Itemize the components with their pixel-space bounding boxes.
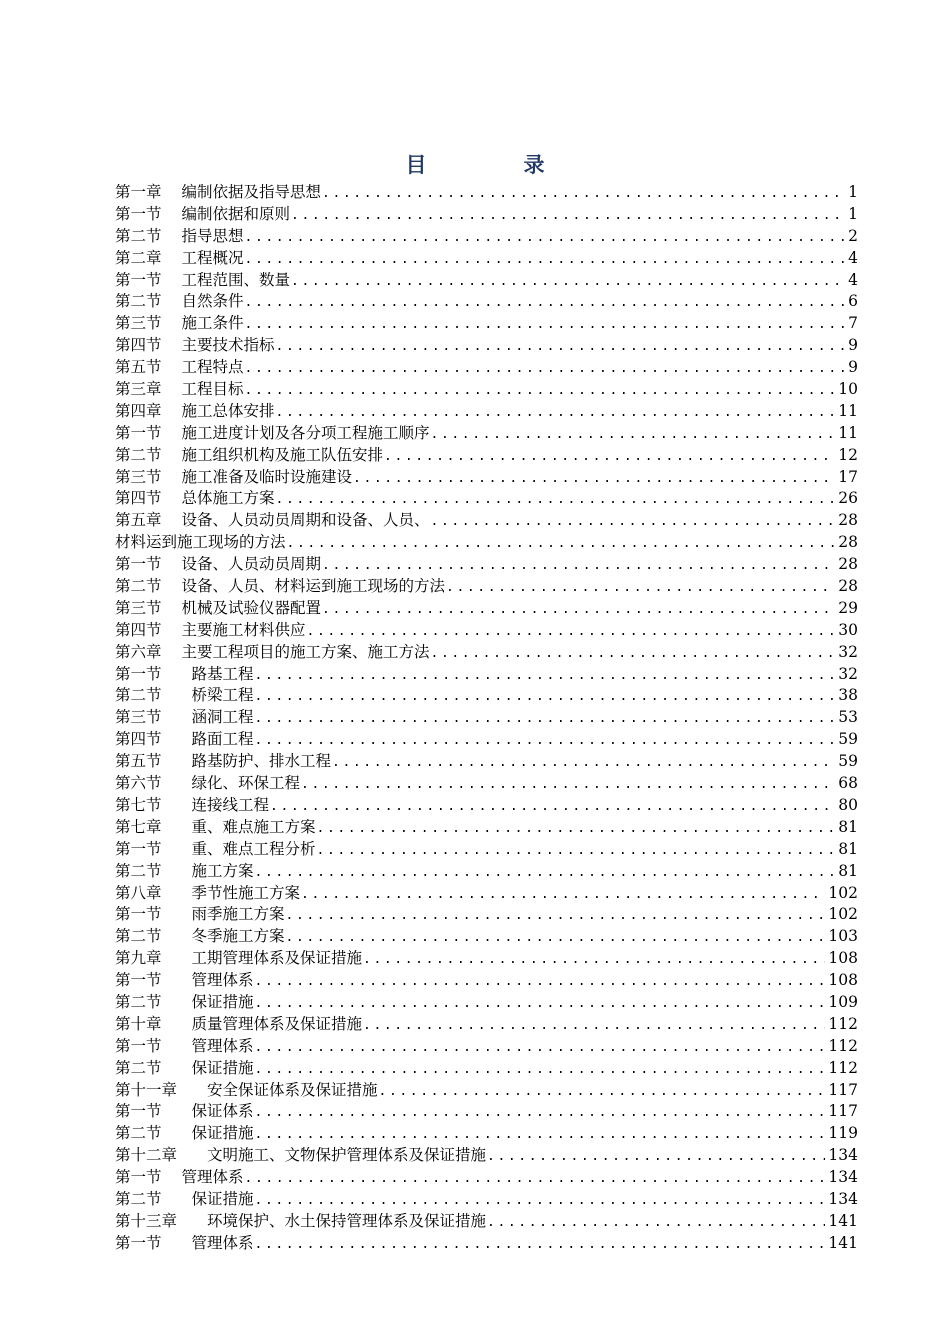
toc-entry[interactable]	[115, 554, 858, 576]
toc-entry[interactable]	[115, 926, 858, 948]
toc-entry-page-number: 32	[838, 664, 858, 683]
toc-entry[interactable]	[115, 1211, 858, 1233]
toc-entry-page-number: 112	[828, 1036, 858, 1055]
toc-entry-heading: 重、难点工程分析	[191, 839, 316, 858]
toc-entry[interactable]	[115, 488, 858, 510]
toc-entry-label: 第四节	[115, 730, 162, 749]
toc-dot-leader	[322, 555, 835, 576]
toc-entry-page-number: 81	[838, 861, 858, 880]
toc-entry[interactable]	[115, 423, 858, 445]
toc-entry-label: 第五节	[115, 752, 162, 771]
toc-entry[interactable]	[115, 883, 858, 905]
toc-entry-page-number: 119	[828, 1124, 858, 1143]
toc-dot-leader	[255, 1037, 826, 1058]
toc-dot-leader	[317, 818, 836, 839]
toc-entry-page-number: 102	[828, 905, 858, 924]
toc-entry-heading: 路面工程	[191, 730, 254, 749]
toc-dot-leader	[332, 752, 835, 773]
toc-entry-heading: 冬季施工方案	[191, 927, 285, 946]
toc-dot-leader	[255, 862, 836, 883]
toc-entry-heading: 施工进度计划及各分项工程施工顺序	[181, 423, 430, 442]
toc-entry-label: 第三章	[115, 380, 162, 399]
toc-entry-heading: 编制依据及指导思想	[181, 183, 322, 201]
toc-entry[interactable]	[115, 642, 858, 664]
toc-entry-label: 第一节	[115, 555, 162, 574]
toc-entry-page-number: 141	[828, 1211, 858, 1230]
toc-entry[interactable]	[115, 751, 858, 773]
toc-entry-heading: 主要技术指标	[181, 336, 275, 355]
toc-dot-leader	[276, 336, 846, 357]
toc-entry-heading: 施工条件	[181, 314, 244, 333]
toc-entry-heading: 管理体系	[191, 1036, 254, 1055]
toc-entry-label: 第一节	[115, 423, 162, 442]
toc-entry-heading: 施工总体安排	[181, 401, 275, 420]
toc-entry-label: 第一节	[115, 1036, 162, 1055]
table-of-contents	[115, 182, 858, 1255]
toc-dot-leader	[446, 577, 835, 598]
toc-entry-label: 第七章	[115, 817, 162, 836]
toc-entry-heading: 设备、人员动员周期和设备、人员、	[181, 511, 430, 530]
toc-dot-leader	[353, 468, 835, 489]
toc-dot-leader	[286, 905, 826, 926]
toc-entry-label: 第十二章	[115, 1146, 178, 1165]
toc-entry-label: 第二节	[115, 226, 162, 245]
toc-entry[interactable]	[115, 620, 858, 642]
toc-entry[interactable]	[115, 532, 858, 554]
page-title: 目 录	[405, 152, 583, 177]
toc-entry-heading: 环境保护、水土保持管理体系及保证措施	[207, 1211, 487, 1230]
toc-dot-leader	[255, 1234, 826, 1255]
toc-entry[interactable]	[115, 576, 858, 598]
toc-entry-page-number: 68	[838, 774, 858, 793]
toc-entry[interactable]	[115, 664, 858, 686]
toc-dot-leader	[276, 489, 836, 510]
toc-dot-leader	[245, 314, 846, 335]
toc-dot-leader	[245, 380, 836, 401]
toc-dot-leader	[245, 358, 846, 379]
toc-entry-page-number: 9	[848, 336, 858, 355]
toc-entry-label: 第一节	[115, 1102, 162, 1121]
toc-entry-page-number: 2	[848, 226, 858, 245]
toc-entry-page-number: 1	[848, 183, 858, 201]
toc-entry-page-number: 134	[828, 1189, 858, 1208]
toc-entry[interactable]	[115, 226, 858, 248]
toc-entry-heading: 保证措施	[191, 1189, 254, 1208]
toc-entry-label: 第三节	[115, 314, 162, 333]
toc-entry-page-number: 117	[828, 1102, 858, 1121]
toc-entry[interactable]	[115, 270, 858, 292]
toc-dot-leader	[287, 533, 836, 554]
toc-entry-page-number: 29	[838, 598, 858, 617]
toc-dot-leader	[255, 1124, 826, 1145]
toc-dot-leader	[245, 227, 846, 248]
toc-entry-label: 第一节	[115, 204, 162, 223]
toc-entry-label: 第六节	[115, 774, 162, 793]
toc-entry-heading: 质量管理体系及保证措施	[191, 1014, 363, 1033]
toc-entry[interactable]	[115, 773, 858, 795]
toc-entry[interactable]	[115, 445, 858, 467]
toc-entry[interactable]	[115, 1145, 858, 1167]
toc-entry[interactable]	[115, 1014, 858, 1036]
toc-entry-label: 第四节	[115, 336, 162, 355]
toc-entry-heading: 管理体系	[191, 971, 254, 990]
toc-entry[interactable]	[115, 948, 858, 970]
toc-entry-heading: 文明施工、文物保护管理体系及保证措施	[207, 1146, 487, 1165]
toc-entry[interactable]	[115, 992, 858, 1014]
toc-entry-page-number: 112	[828, 1014, 858, 1033]
toc-entry-label: 第十章	[115, 1014, 162, 1033]
toc-dot-leader	[255, 708, 836, 729]
toc-entry[interactable]	[115, 729, 858, 751]
toc-entry-page-number: 59	[838, 752, 858, 771]
toc-dot-leader	[307, 621, 836, 642]
toc-entry-label: 第一节	[115, 839, 162, 858]
toc-entry[interactable]	[115, 1101, 858, 1123]
toc-entry-page-number: 117	[828, 1080, 858, 1099]
toc-entry-page-number: 11	[838, 423, 858, 442]
toc-entry-label: 第二章	[115, 248, 162, 267]
toc-dot-leader	[301, 884, 825, 905]
toc-entry[interactable]	[115, 182, 858, 204]
toc-entry-page-number: 32	[838, 642, 858, 661]
toc-entry-page-number: 38	[838, 686, 858, 705]
toc-entry[interactable]	[115, 1189, 858, 1211]
toc-dot-leader	[255, 1190, 826, 1211]
toc-entry-heading: 工程目标	[181, 380, 244, 399]
toc-entry-heading: 设备、人员、材料运到施工现场的方法	[181, 577, 446, 596]
toc-dot-leader	[270, 796, 835, 817]
toc-entry-label: 第一节	[115, 905, 162, 924]
toc-entry-label: 第八章	[115, 883, 162, 902]
toc-dot-leader	[276, 402, 836, 423]
toc-dot-leader	[255, 971, 826, 992]
toc-entry-label: 第二节	[115, 686, 162, 705]
toc-entry-heading: 工程范围、数量	[181, 270, 291, 289]
toc-dot-leader	[255, 665, 836, 686]
toc-entry-heading: 材料运到施工现场的方法	[115, 533, 286, 552]
toc-entry-heading: 安全保证体系及保证措施	[207, 1080, 378, 1099]
toc-entry-heading: 主要工程项目的施工方案、施工方法	[181, 642, 430, 661]
toc-entry[interactable]	[115, 291, 858, 313]
toc-entry[interactable]	[115, 817, 858, 839]
toc-dot-leader	[286, 927, 826, 948]
toc-entry-label: 第二节	[115, 577, 162, 596]
toc-entry-page-number: 59	[838, 730, 858, 749]
toc-dot-leader	[255, 1059, 826, 1080]
toc-entry[interactable]	[115, 248, 858, 270]
toc-entry-heading: 施工组织机构及施工队伍安排	[181, 445, 384, 464]
toc-entry-heading: 管理体系	[181, 1168, 244, 1187]
toc-entry-label: 第七节	[115, 795, 162, 814]
toc-entry-page-number: 103	[828, 927, 858, 946]
toc-dot-leader	[487, 1212, 825, 1233]
toc-entry-page-number: 53	[838, 708, 858, 727]
toc-entry-page-number: 11	[838, 401, 858, 420]
toc-entry-label: 第一节	[115, 270, 162, 289]
toc-entry-label: 第二节	[115, 445, 162, 464]
toc-entry-heading: 雨季施工方案	[191, 905, 285, 924]
toc-entry-label: 第三节	[115, 467, 162, 486]
toc-dot-leader	[322, 599, 835, 620]
toc-entry[interactable]	[115, 510, 858, 532]
toc-entry-page-number: 26	[838, 489, 858, 508]
toc-entry-page-number: 81	[838, 817, 858, 836]
toc-entry[interactable]	[115, 970, 858, 992]
toc-dot-leader	[291, 271, 845, 292]
toc-entry-label: 第一节	[115, 971, 162, 990]
toc-entry[interactable]	[115, 379, 858, 401]
toc-dot-leader	[322, 183, 845, 204]
toc-entry-page-number: 28	[838, 511, 858, 530]
toc-entry-heading: 保证措施	[191, 1124, 254, 1143]
toc-entry[interactable]	[115, 1080, 858, 1102]
toc-entry-heading: 自然条件	[181, 292, 244, 311]
toc-entry-heading: 保证措施	[191, 1058, 254, 1077]
toc-entry-page-number: 12	[838, 445, 858, 464]
toc-dot-leader	[255, 1102, 826, 1123]
toc-entry-label: 第十一章	[115, 1080, 178, 1099]
toc-entry-page-number: 108	[828, 971, 858, 990]
toc-entry[interactable]	[115, 1123, 858, 1145]
toc-entry-heading: 主要施工材料供应	[181, 620, 306, 639]
toc-entry-page-number: 28	[838, 533, 858, 552]
toc-entry-page-number: 80	[838, 795, 858, 814]
toc-entry-page-number: 7	[848, 314, 858, 333]
toc-dot-leader	[245, 1168, 826, 1189]
toc-entry-page-number: 30	[838, 620, 858, 639]
toc-entry-page-number: 109	[828, 992, 858, 1011]
toc-entry-heading: 施工方案	[191, 861, 254, 880]
toc-entry[interactable]	[115, 1167, 858, 1189]
toc-entry-heading: 编制依据和原则	[181, 204, 291, 223]
toc-entry-heading: 季节性施工方案	[191, 883, 301, 902]
toc-entry-label: 第一节	[115, 1168, 162, 1187]
toc-dot-leader	[487, 1146, 825, 1167]
toc-entry-heading: 管理体系	[191, 1233, 254, 1252]
toc-entry-page-number: 81	[838, 839, 858, 858]
toc-entry-label: 第三节	[115, 598, 162, 617]
toc-dot-leader	[363, 949, 825, 970]
toc-entry-heading: 桥梁工程	[191, 686, 254, 705]
toc-entry[interactable]	[115, 357, 858, 379]
toc-entry-label: 第四节	[115, 620, 162, 639]
toc-entry[interactable]	[115, 313, 858, 335]
toc-dot-leader	[431, 424, 836, 445]
toc-entry-heading: 绿化、环保工程	[191, 774, 301, 793]
toc-entry[interactable]	[115, 401, 858, 423]
toc-entry-page-number: 108	[828, 949, 858, 968]
toc-entry-page-number: 10	[838, 380, 858, 399]
toc-dot-leader	[255, 993, 826, 1014]
toc-entry[interactable]	[115, 335, 858, 357]
toc-entry-label: 第十三章	[115, 1211, 178, 1230]
toc-entry-heading: 连接线工程	[191, 795, 270, 814]
toc-entry[interactable]	[115, 685, 858, 707]
toc-dot-leader	[301, 774, 835, 795]
toc-dot-leader	[245, 249, 846, 270]
toc-entry-page-number: 141	[828, 1233, 858, 1252]
toc-entry-heading: 重、难点施工方案	[191, 817, 316, 836]
toc-entry-label: 第二节	[115, 1124, 162, 1143]
toc-entry-page-number: 9	[848, 358, 858, 377]
toc-dot-leader	[431, 643, 836, 664]
toc-entry[interactable]	[115, 1058, 858, 1080]
toc-entry-heading: 机械及试验仪器配置	[181, 598, 322, 617]
toc-entry-heading: 工期管理体系及保证措施	[191, 949, 363, 968]
toc-entry-label: 第三节	[115, 708, 162, 727]
toc-dot-leader	[379, 1081, 826, 1102]
toc-entry-page-number: 17	[838, 467, 858, 486]
toc-entry-label: 第一章	[115, 183, 162, 201]
toc-entry-heading: 设备、人员动员周期	[181, 555, 322, 574]
toc-entry[interactable]	[115, 204, 858, 226]
toc-entry-page-number: 112	[828, 1058, 858, 1077]
toc-entry-page-number: 6	[848, 292, 858, 311]
toc-entry[interactable]	[115, 598, 858, 620]
toc-entry[interactable]	[115, 707, 858, 729]
toc-dot-leader	[255, 686, 836, 707]
toc-entry-label: 第二节	[115, 927, 162, 946]
toc-entry-label: 第一节	[115, 664, 162, 683]
toc-entry-heading: 施工准备及临时设施建设	[181, 467, 353, 486]
toc-entry-heading: 保证措施	[191, 992, 254, 1011]
toc-entry-heading: 工程概况	[181, 248, 244, 267]
toc-entry-page-number: 102	[828, 883, 858, 902]
toc-entry-heading: 指导思想	[181, 226, 244, 245]
toc-entry-label: 第四章	[115, 401, 162, 420]
toc-entry-label: 第五章	[115, 511, 162, 530]
toc-entry-label: 第九章	[115, 949, 162, 968]
toc-dot-leader	[384, 446, 835, 467]
toc-entry-label: 第二节	[115, 1058, 162, 1077]
toc-entry[interactable]	[115, 1036, 858, 1058]
toc-entry-heading: 路基防护、排水工程	[191, 752, 332, 771]
toc-entry-label: 第四节	[115, 489, 162, 508]
toc-entry-page-number: 134	[828, 1146, 858, 1165]
toc-entry-label: 第五节	[115, 358, 162, 377]
toc-entry-heading: 涵洞工程	[191, 708, 254, 727]
toc-entry-label: 第二节	[115, 292, 162, 311]
toc-entry-page-number: 134	[828, 1168, 858, 1187]
toc-entry[interactable]	[115, 795, 858, 817]
toc-entry-label: 第二节	[115, 1189, 162, 1208]
toc-entry[interactable]	[115, 861, 858, 883]
toc-dot-leader	[317, 840, 836, 861]
toc-entry-page-number: 28	[838, 577, 858, 596]
toc-entry-page-number: 28	[838, 555, 858, 574]
toc-dot-leader	[255, 730, 836, 751]
toc-entry-page-number: 4	[848, 270, 858, 289]
toc-entry-page-number: 1	[848, 204, 858, 223]
toc-entry[interactable]	[115, 467, 858, 489]
toc-entry-label: 第二节	[115, 992, 162, 1011]
toc-entry[interactable]	[115, 1233, 858, 1255]
toc-dot-leader	[245, 292, 846, 313]
toc-entry[interactable]	[115, 904, 858, 926]
toc-entry-heading: 总体施工方案	[181, 489, 275, 508]
toc-dot-leader	[363, 1015, 825, 1036]
toc-entry-label: 第六章	[115, 642, 162, 661]
toc-entry-heading: 工程特点	[181, 358, 244, 377]
toc-entry-label: 第一节	[115, 1233, 162, 1252]
toc-entry-label: 第二节	[115, 861, 162, 880]
toc-dot-leader	[291, 205, 845, 226]
toc-entry[interactable]	[115, 839, 858, 861]
toc-entry-heading: 保证体系	[191, 1102, 254, 1121]
toc-entry-page-number: 4	[848, 248, 858, 267]
toc-dot-leader	[431, 511, 836, 532]
toc-entry-heading: 路基工程	[191, 664, 254, 683]
